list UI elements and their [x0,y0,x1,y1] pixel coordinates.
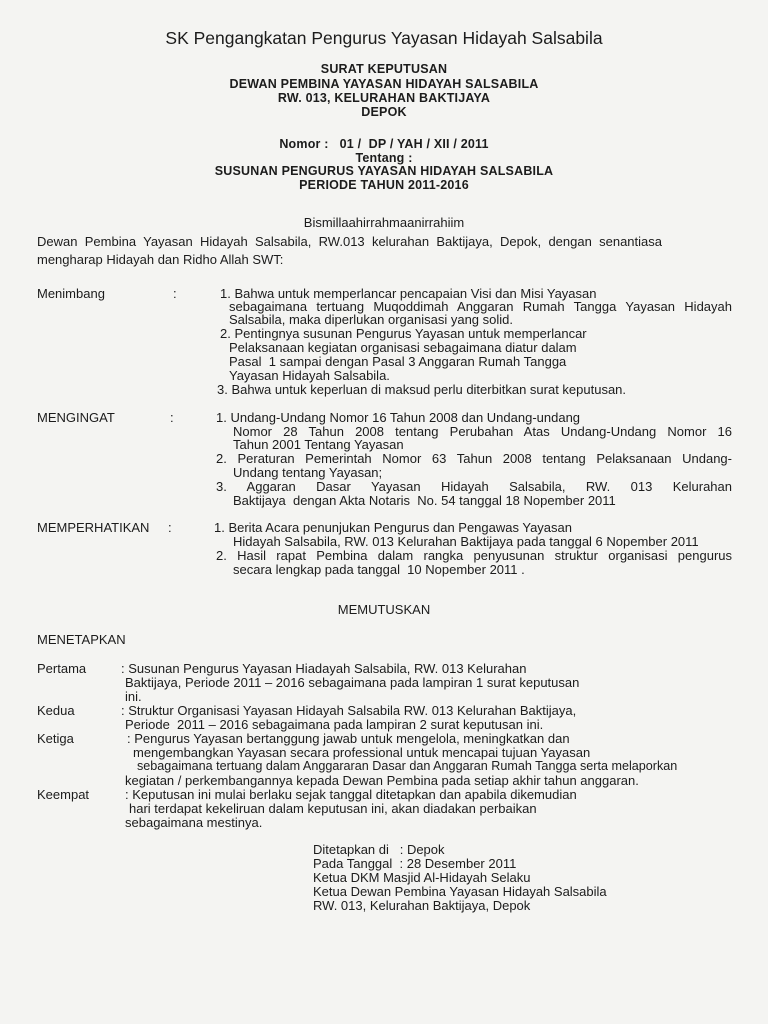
tentang-line: Tentang : [355,151,413,165]
menimbang-line: 1. Bahwa untuk memperlancar pencapaian Visi dan Misi Yayasan [220,286,597,301]
menimbang-colon: : [173,286,177,301]
signature-line: Ditetapkan di : Depok [313,842,445,857]
signature-line: Pada Tanggal : 28 Desember 2011 [313,856,517,871]
keempat-line: hari terdapat kekeliruan dalam keputusan ini, akan diadakan perbaikan [129,801,537,816]
menimbang-line: 3. Bahwa untuk keperluan di maksud perlu diterbitkan surat keputusan. [217,382,627,397]
memperhatikan-line: secara lengkap pada tanggal 10 Nopember 2011 . [233,562,525,577]
signature-line: Ketua DKM Masjid Al-Hidayah Selaku [313,870,531,885]
menimbang-line: Yayasan Hidayah Salsabila. [229,368,390,383]
menimbang-line: Pelaksanaan kegiatan organisasi sebagaimana diatur dalam [229,340,577,355]
pertama-label: Pertama [37,661,87,676]
document-title: SK Pengangkatan Pengurus Yayasan Hidayah Salsabila [165,28,603,48]
menimbang-line: Salsabila, maka diperlukan organisasi yang solid. [229,312,513,327]
memperhatikan-label: MEMPERHATIKAN [37,520,150,535]
intro-line-2: mengharap Hidayah dan Ridho Allah SWT: [37,252,284,267]
mengingat-line: 3. Aggaran Dasar Yayasan Hidayah Salsabila, RW. 013 Kelurahan [216,479,732,494]
pertama-line: Baktijaya, Periode 2011 – 2016 sebagaimana pada lampiran 1 surat keputusan [125,675,580,690]
menetapkan-heading: MENETAPKAN [37,632,126,647]
mengingat-line: Tahun 2001 Tentang Yayasan [233,437,404,452]
menimbang-line: sebagaimana tertuang Muqoddimah Anggaran Rumah Tangga Yayasan Hidayah [229,299,732,314]
pertama-line: : Susunan Pengurus Yayasan Hiadayah Salsabila, RW. 013 Kelurahan [121,661,527,676]
subject-line-2: PERIODE TAHUN 2011-2016 [299,178,469,192]
ketiga-label: Ketiga [37,731,74,746]
kedua-line: Periode 2011 – 2016 sebagaimana pada lampiran 2 surat keputusan ini. [125,717,544,732]
menimbang-line: Pasal 1 sampai dengan Pasal 3 Anggaran Rumah Tangga [229,354,567,369]
header-line-4: DEPOK [361,105,407,119]
kedua-label: Kedua [37,703,75,718]
menimbang-line: 2. Pentingnya susunan Pengurus Yayasan untuk memperlancar [220,326,587,341]
bismillah: Bismillaahirrahmaanirrahiim [303,215,465,230]
pertama-line: ini. [125,689,142,704]
menimbang-label: Menimbang [37,286,105,301]
mengingat-line: Nomor 28 Tahun 2008 tentang Perubahan Atas Undang-Undang Nomor 16 [233,424,732,439]
mengingat-label: MENGINGAT [37,410,115,425]
mengingat-colon: : [170,410,174,425]
header-line-2: DEWAN PEMBINA YAYASAN HIDAYAH SALSABILA [229,77,539,91]
mengingat-line: 2. Peraturan Pemerintah Nomor 63 Tahun 2008 tentang Pelaksanaan Undang- [216,451,732,466]
keempat-label: Keempat [37,787,90,802]
keempat-line: sebagaimana mestinya. [125,815,263,830]
intro-line-1: Dewan Pembina Yayasan Hidayah Salsabila, RW.013 kelurahan Baktijaya, Depok, dengan senantiasa [37,234,662,249]
signature-line: Ketua Dewan Pembina Yayasan Hidayah Salsabila [313,884,607,899]
keempat-line: : Keputusan ini mulai berlaku sejak tanggal ditetapkan dan apabila dikemudian [125,787,577,802]
mengingat-line: Undang tentang Yayasan; [233,465,383,480]
memperhatikan-line: 1. Berita Acara penunjukan Pengurus dan Pengawas Yayasan [214,520,572,535]
kedua-line: : Struktur Organisasi Yayasan Hidayah Salsabila RW. 013 Kelurahan Baktijaya, [121,703,577,718]
memperhatikan-line: Hidayah Salsabila, RW. 013 Kelurahan Baktijaya pada tanggal 6 Nopember 2011 [233,534,699,549]
ketiga-line: kegiatan / perkembangannya kepada Dewan Pembina pada setiap akhir tahun anggaran. [125,773,639,788]
subject-line-1: SUSUNAN PENGURUS YAYASAN HIDAYAH SALSABILA [214,164,554,178]
mengingat-line: Baktijaya dengan Akta Notaris No. 54 tanggal 18 Nopember 2011 [233,493,616,508]
memperhatikan-line: 2. Hasil rapat Pembina dalam rangka penyusunan struktur organisasi pengurus [216,548,732,563]
header-line-1: SURAT KEPUTUSAN [320,62,448,76]
memperhatikan-colon: : [168,520,172,535]
header-line-3: RW. 013, KELURAHAN BAKTIJAYA [277,91,491,105]
ketiga-line: mengembangkan Yayasan secara professional untuk mencapai tujuan Yayasan [133,745,591,760]
ketiga-line: : Pengurus Yayasan bertanggung jawab untuk mengelola, meningkatkan dan [127,731,570,746]
ketiga-line: sebagaimana tertuang dalam Anggararan Dasar dan Anggaran Rumah Tangga serta melaporkan [137,759,678,773]
mengingat-line: 1. Undang-Undang Nomor 16 Tahun 2008 dan Undang-undang [216,410,581,425]
nomor-line: Nomor : 01 / DP / YAH / XII / 2011 [279,137,489,151]
signature-line: RW. 013, Kelurahan Baktijaya, Depok [313,898,531,913]
memutuskan-heading: MEMUTUSKAN [337,602,431,617]
